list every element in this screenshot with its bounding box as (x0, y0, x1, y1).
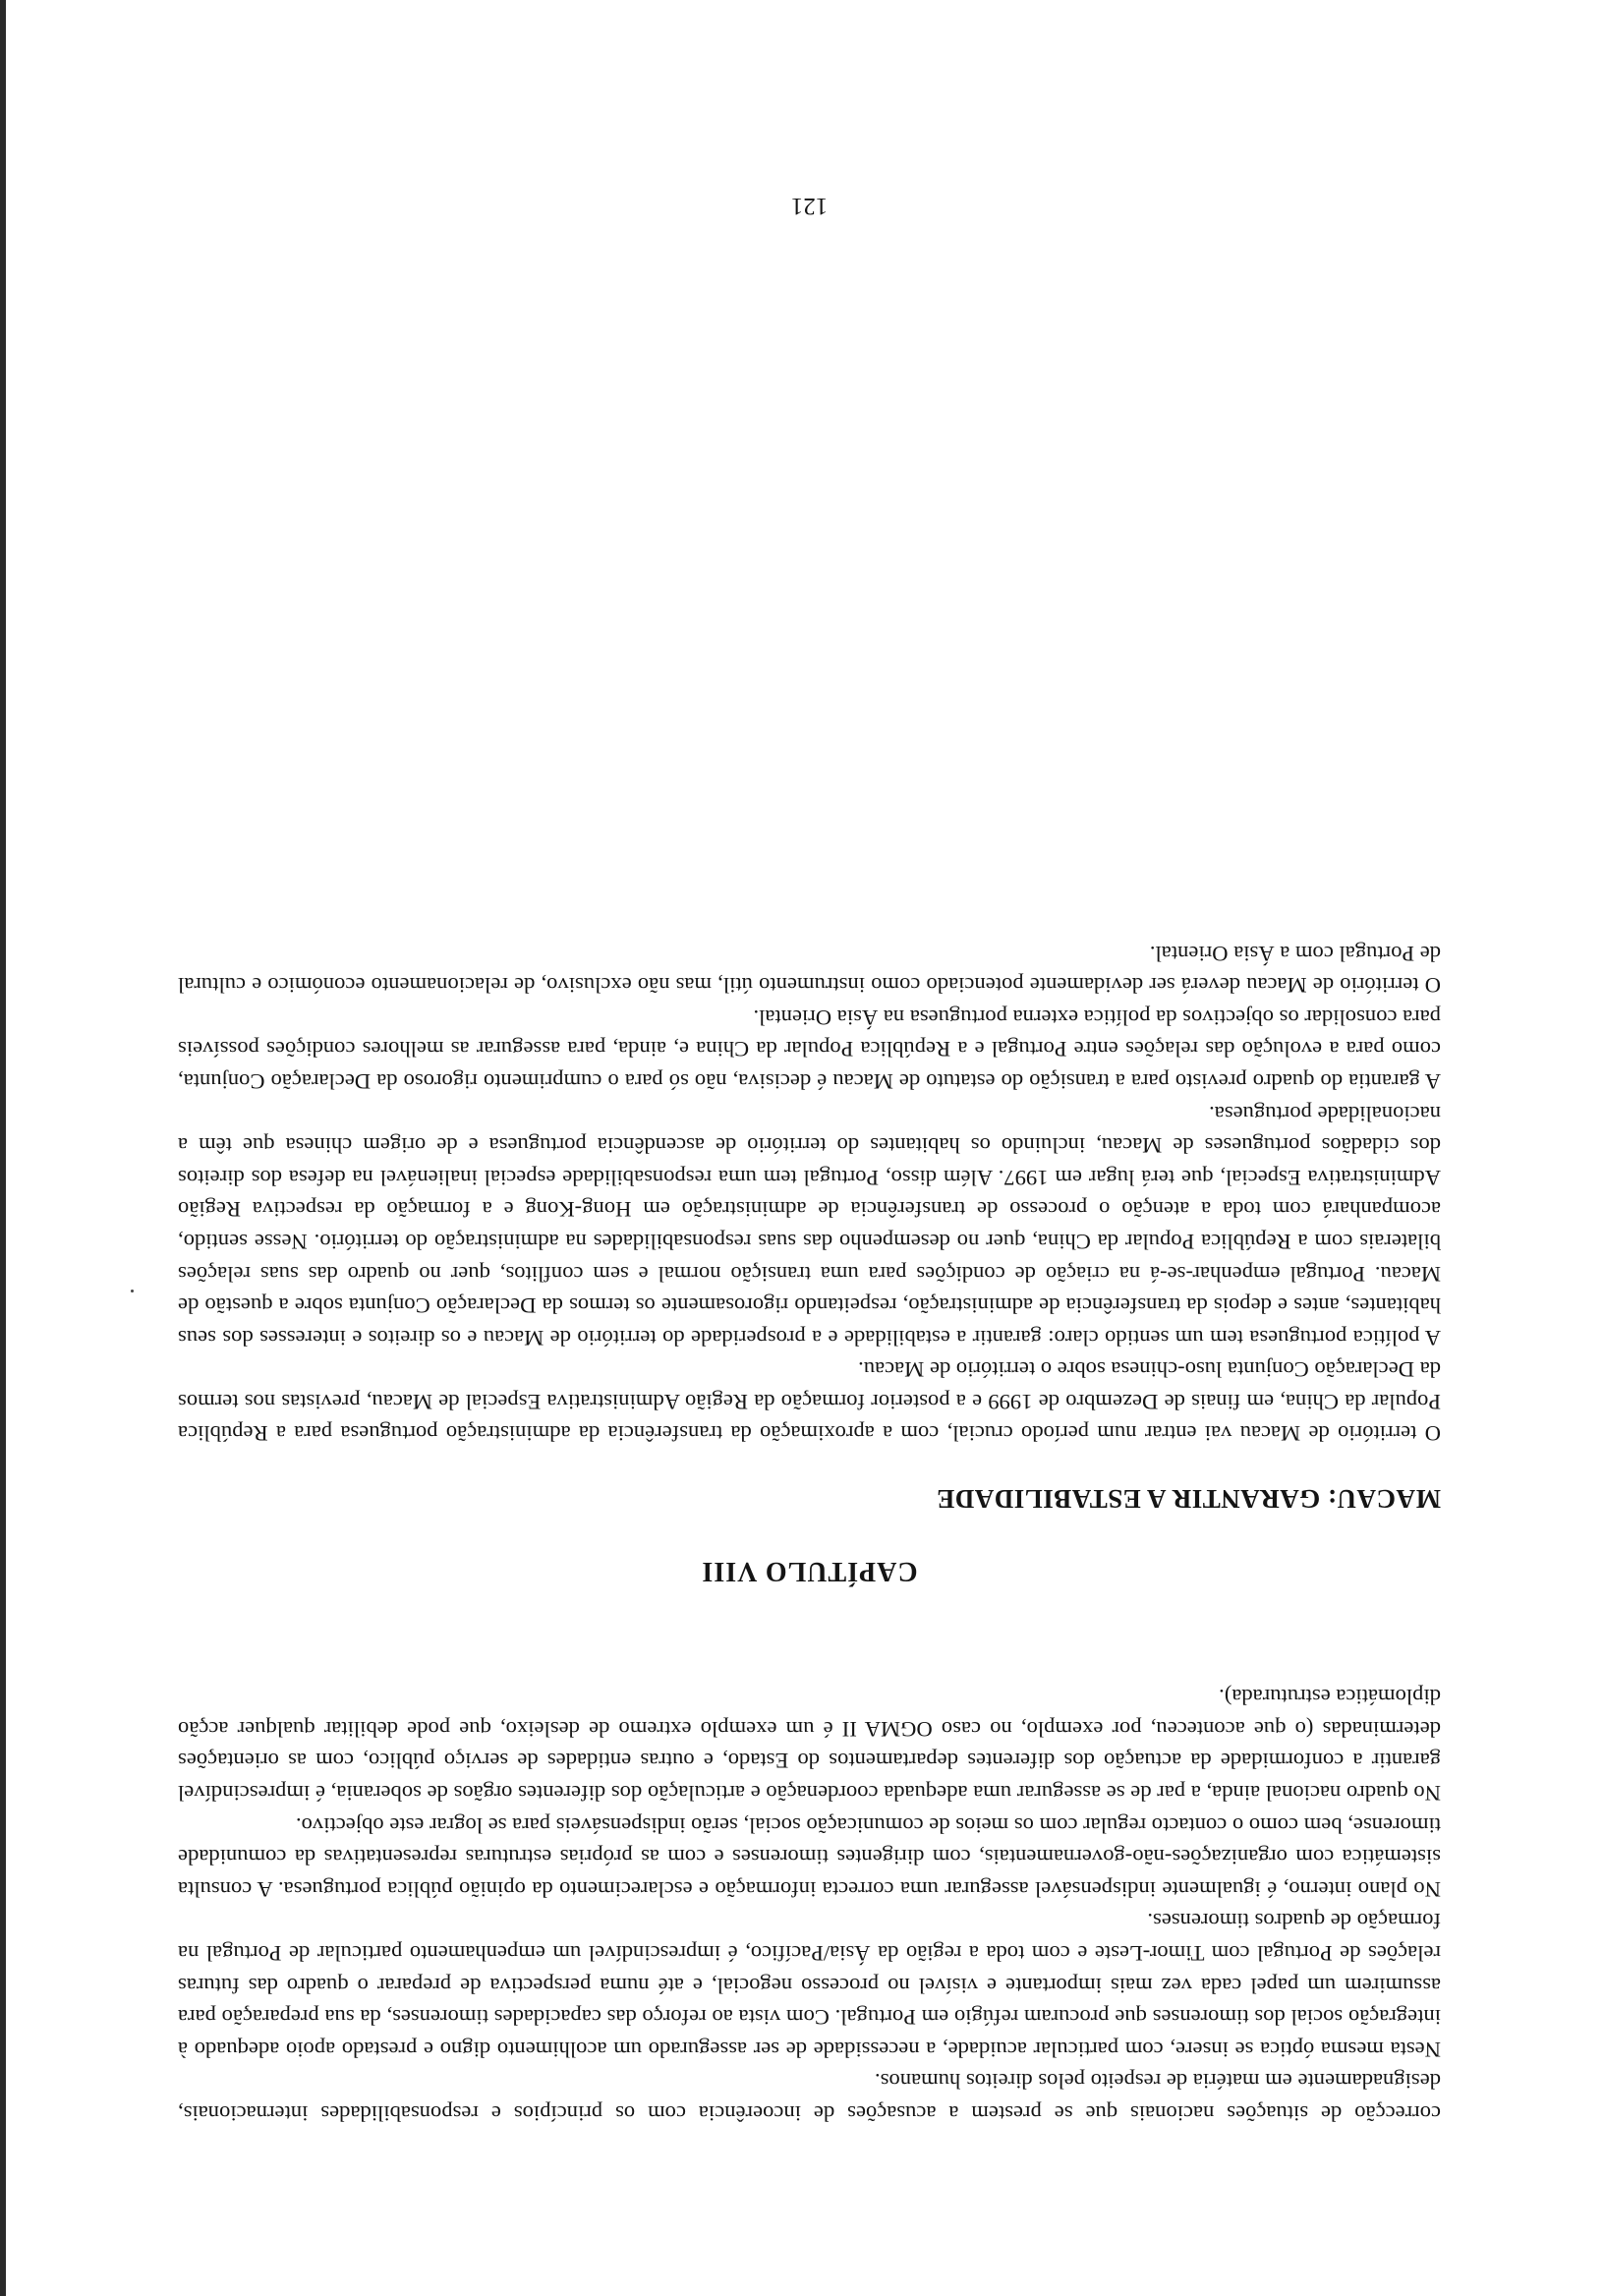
paragraph: A garantia do quadro previsto para a transição do estatuto de Macau é decisiva, não só para o cumprimento rigoroso da Declaração Conjunta, como para a evolução das relações entre Portugal e a República Popular da China e, ainda, para assegurar as melhores condições possíveis para consolidar os objectivos da política externa portuguesa na Ásia Oriental. (178, 1004, 1441, 1094)
section-title: MACAU: GARANTIR A ESTABILIDADE (936, 1484, 1441, 1515)
scan-speck (131, 1290, 134, 1292)
paragraph: A política portuguesa tem um sentido claro: garantir a estabilidade e a prosperidade do território de Macau e os direitos e interesses dos seus habitantes, antes e depois da transferência de administração, respeitando rigorosamente os termos da Declaração Conjunta sobre a questão de Macau. Portugal empenhar-se-á na criação de condições para uma transição normal e sem conflitos, quer no quadro das suas relações bilaterais com a República Popular da China, quer no desempenho das suas responsabilidades na administração do território. Nesse sentido, acompanhará com toda a atenção o processo de transferência de administração em Hong-Kong e a formação da respectiva Região Administrativa Especial, que terá lugar em 1997. Além disso, Portugal tem uma responsabilidade especial inalienável na defesa dos direitos dos cidadãos portugueses de Macau, incluindo os habitantes do território de ascendência portuguesa e de origem chinesa que têm a nacionalidade portuguesa. (178, 1101, 1441, 1350)
paragraph: Nesta mesma óptica se insere, com particular acuidade, a necessidade de ser assegurado um acolhimento digno e prestado apoio adequado à integração social dos timorenses que procuram refúgio em Portugal. Com vista ao reforço das capacidades timorenses, da sua preparação para assumirem um papel cada vez mais importante e visível no processo negocial, e até numa perspectiva de preparar o quadro das futuras relações de Portugal com Timor-Leste e com toda a região da Ásia/Pacífico, é imprescindível um empenhamento particular de Portugal na formação de quadros timorenses. (178, 1909, 1441, 2062)
paragraph: No quadro nacional ainda, a par de se assegurar uma adequada coordenação e articulação dos diferentes orgãos de soberania, é imprescindível garantir a conformidade da actuação dos diferentes departamentos do Estado, e outras entidades de serviço público, com as orientações determinadas (o que aconteceu, por exemplo, no caso OGMA II é um exemplo extremo de desleixo, que pode debilitar qualquer acção diplomática estruturada). (178, 1685, 1441, 1807)
paragraph: O território de Macau vai entrar num período crucial, com a aproximação da transferência da administração portuguesa para a República Popular da China, em finais de Dezembro de 1999 e a posterior formação da Região Administrativa Especial de Macau, previstas nos termos da Declaração Conjunta luso-chinesa sobre o território de Macau. (178, 1357, 1441, 1447)
page-content (178, 193, 1441, 2129)
paragraph: No plano interno, é igualmente indispensável assegurar uma correcta informação e esclarecimento da opinião pública portuguesa. A consulta sistemática com organizações-não-governamentais, com dirigentes timorenses e com as próprias estruturas representativas da comunidade timorense, bem como o contacto regular com os meios de comunicação social, serão indispensáveis para se lograr este objectivo. (178, 1812, 1441, 1902)
paragraph: correcção de situações nacionais que se prestem a acusações de incoerência com os princípios e responsabilidades internacionais, designadamente em matéria de respeito pelos direitos humanos. (178, 2069, 1441, 2126)
chapter-title: CAPÍTULO VIII (701, 1555, 918, 1586)
page-number: 121 (790, 193, 829, 219)
paragraph: O território de Macau deverá ser devidamente potenciado como instrumento útil, mas não exclusivo, de relacionamento económico e cultural de Portugal com a Ásia Oriental. (178, 941, 1441, 999)
